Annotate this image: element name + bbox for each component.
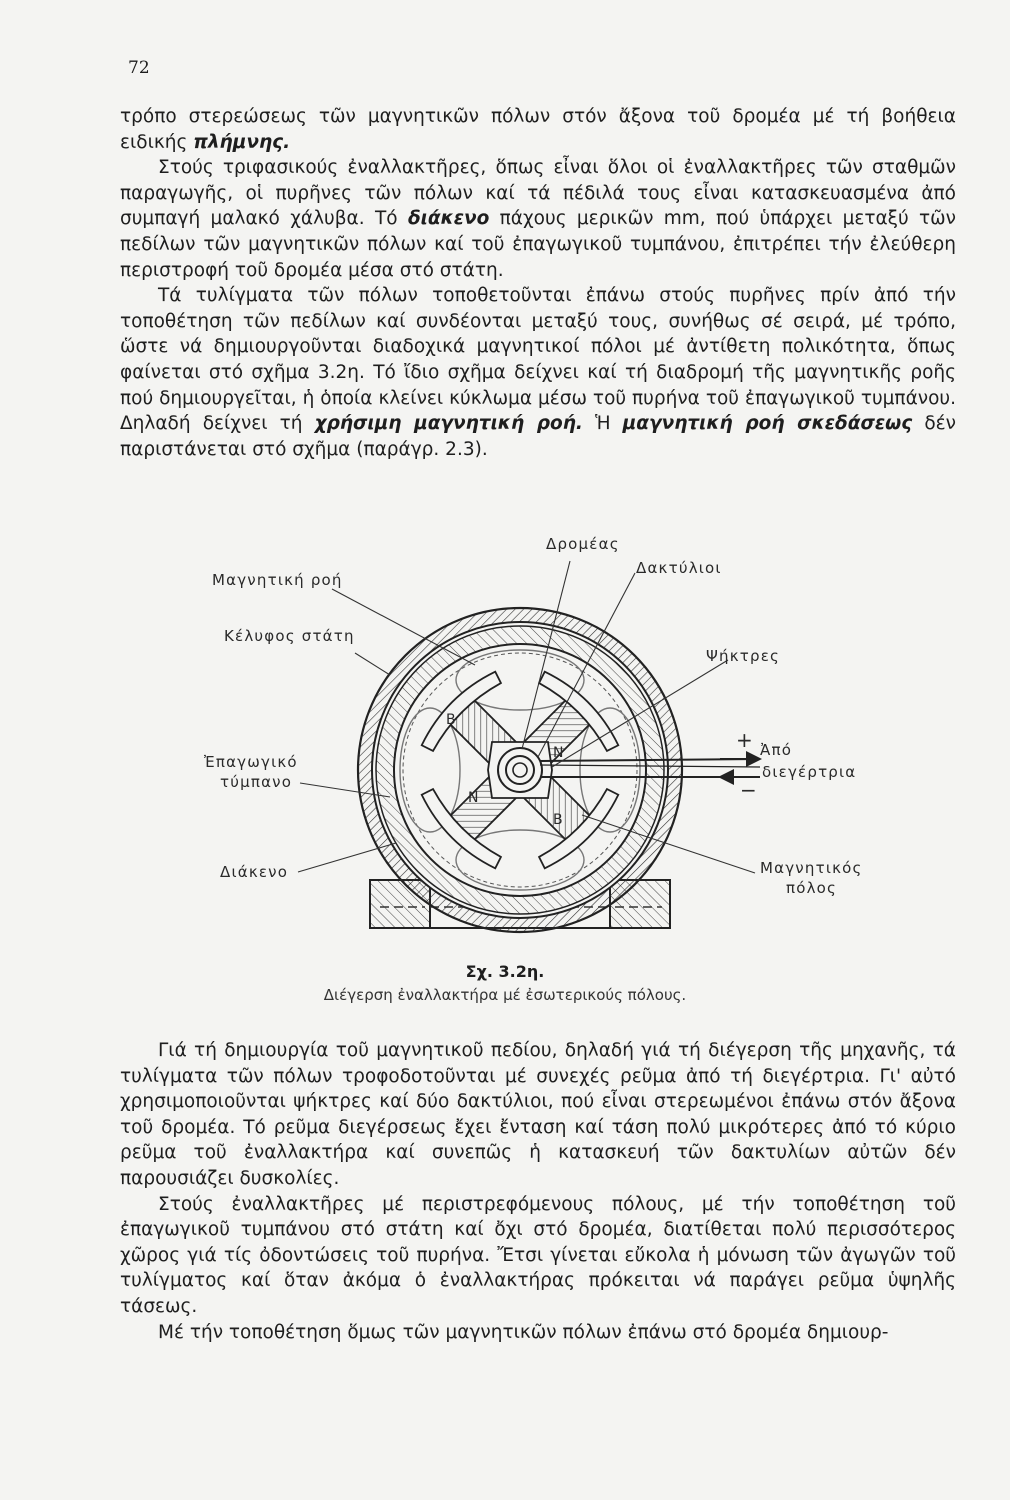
alternator-figure <box>200 525 880 945</box>
pole-letter: B <box>553 812 564 828</box>
paragraph-p6 <box>120 1320 956 1346</box>
paragraph-p4 <box>120 1038 956 1192</box>
paragraph-text: τρόπο στερεώσεως τῶν μαγνητικῶν πόλων στόν ἄξονα τοῦ δρομέα μέ τή βοήθεια ειδικής <box>120 106 956 153</box>
bottom-paragraphs <box>120 1038 956 1345</box>
figure-caption-number: Σχ. 3.2η. <box>465 962 545 981</box>
shaft-rings <box>498 748 542 792</box>
label-armature-2: τύμπανο <box>220 773 293 791</box>
label-from-2: διεγέρτρια <box>762 763 857 781</box>
paragraph-text: Στούς ἐναλλακτῆρες μέ περιστρεφόμενους πόλους, μέ τήν τοποθέτηση τοῦ ἐπαγωγικοῦ τυμπάνου στό στάτη καί ὄχι στό δρομέα, διατίθεται πολύ περισσότερος χῶρος γιά τίς ὀδοντώσεις τοῦ πυρήνα. Ἔτσι γίνεται εὔκολα ἡ μόνωση τῶν ἀγωγῶν τοῦ τυλίγματος καί ὅταν ἀκόμα ὁ ἐναλλακτήρας πρόκειται νά παράγει ρεῦμα ὑψηλῆς τάσεως. <box>120 1193 956 1317</box>
paragraph-text: Γιά τή δημιουργία τοῦ μαγνητικοῦ πεδίου, δηλαδή γιά τή διέγερση τῆς μηχανῆς, τά τυλίγματα τῶν πόλων τροφοδοτοῦνται μέ συνεχές ρεῦμα ἀπό τή διεγέρτρια. Γι' αὐτό χρησιμοποιοῦνται ψήκτρες καί δύο δακτύλιοι, πού εἶναι στερεωμένοι ἐπάνω στόν ἄξονα τοῦ δρομέα. Τό ρεῦμα διεγέρσεως ἔχει ἔνταση καί τάση πολύ μικρότερες ἀπό τό κύριο ρεῦμα τοῦ ἐναλλακτήρα καί συνεπῶς ἡ κατασκευή τῶν δακτυλίων αὐτῶν δέν παρουσιάζει δυσκολίες. <box>120 1040 956 1189</box>
pole-letter: N <box>553 745 565 761</box>
paragraph-p1 <box>120 104 956 155</box>
emphasized-term: μαγνητική ροή σκεδάσεως <box>622 413 913 435</box>
label-pole-2: πόλος <box>786 879 838 897</box>
label-rings: Δακτύλιοι <box>636 559 722 577</box>
label-from-1: Ἀπό <box>760 741 793 759</box>
paragraph-p5 <box>120 1192 956 1320</box>
emphasized-term: πλήμνης. <box>193 131 291 153</box>
paragraph-text: δέν παριστάνεται στό σχῆμα (παράγρ. 2.3). <box>120 413 956 460</box>
label-brushes: Ψήκτρες <box>706 647 781 665</box>
paragraph-p3 <box>120 283 956 462</box>
label-pole-1: Μαγνητικός <box>760 859 863 877</box>
top-paragraphs <box>120 104 956 462</box>
label-plus: + <box>736 728 754 752</box>
emphasized-term: διάκενο <box>407 208 490 230</box>
label-minus: − <box>740 778 758 802</box>
paragraph-p2 <box>120 155 956 283</box>
emphasized-term: χρήσιμη μαγνητική ροή. <box>314 413 583 435</box>
pole-letter: N <box>468 790 480 806</box>
paragraph-text: πάχους μερικῶν mm, πού ὑπάρχει μεταξύ τῶν πεδίλων τῶν μαγνητικῶν πόλων καί τοῦ ἐπαγωγικοῦ τυμπάνου, ἐπιτρέπει τήν ἐλεύθερη περιστροφή τοῦ δρομέα μέσα στό στάτη. <box>120 208 957 281</box>
page-number: 72 <box>128 58 150 78</box>
label-flux: Μαγνητική ροή <box>212 571 343 589</box>
pole-letter: B <box>446 712 457 728</box>
paragraph-text: Μέ τήν τοποθέτηση ὅμως τῶν μαγνητικῶν πόλων ἐπάνω στό δρομέα δημιουρ- <box>158 1321 889 1343</box>
label-stator-shell: Κέλυφος στάτη <box>224 627 355 645</box>
paragraph-text: Στούς τριφασικούς ἐναλλακτῆρες, ὅπως εἶναι ὅλοι οἱ ἐναλλακτῆρες τῶν σταθμῶν παραγωγῆς, οἱ πυρῆνες τῶν πόλων καί τά πέδιλά τους εἶναι κατασκευασμένα ἀπό συμπαγή μαλακό χάλυβα. Τό <box>120 157 956 230</box>
figure-caption-text: Διέγερση ἐναλλακτήρα μέ ἐσωτερικούς πόλους. <box>323 986 687 1004</box>
paragraph-text: Τά τυλίγματα τῶν πόλων τοποθετοῦνται ἐπάνω στούς πυρῆνες πρίν ἀπό τήν τοποθέτηση τῶν πεδίλων καί συνδέονται μεταξύ τους, συνήθως σέ σειρά, μέ τρόπο, ὥστε νά δημιουργοῦνται διαδοχικά μαγνητικοί πόλοι μέ ἀντίθετη πολικότητα, ὅπως φαίνεται στό σχῆμα 3.2η. Τό ἴδιο σχῆμα δείχνει καί τή διαδρομή τῆς μαγνητικῆς ροῆς πού δημιουργεῖται, ἡ ὁποία κλείνει κύκλωμα μέσω τοῦ πυρήνα τοῦ ἐπαγωγικοῦ τυμπάνου. Δηλαδή δείχνει τή <box>120 285 956 435</box>
label-air-gap: Διάκενο <box>220 863 289 881</box>
label-armature-1: Ἐπαγωγικό <box>204 753 298 771</box>
label-rotor: Δρομέας <box>546 535 620 553</box>
paragraph-text: Ἡ <box>582 413 623 435</box>
